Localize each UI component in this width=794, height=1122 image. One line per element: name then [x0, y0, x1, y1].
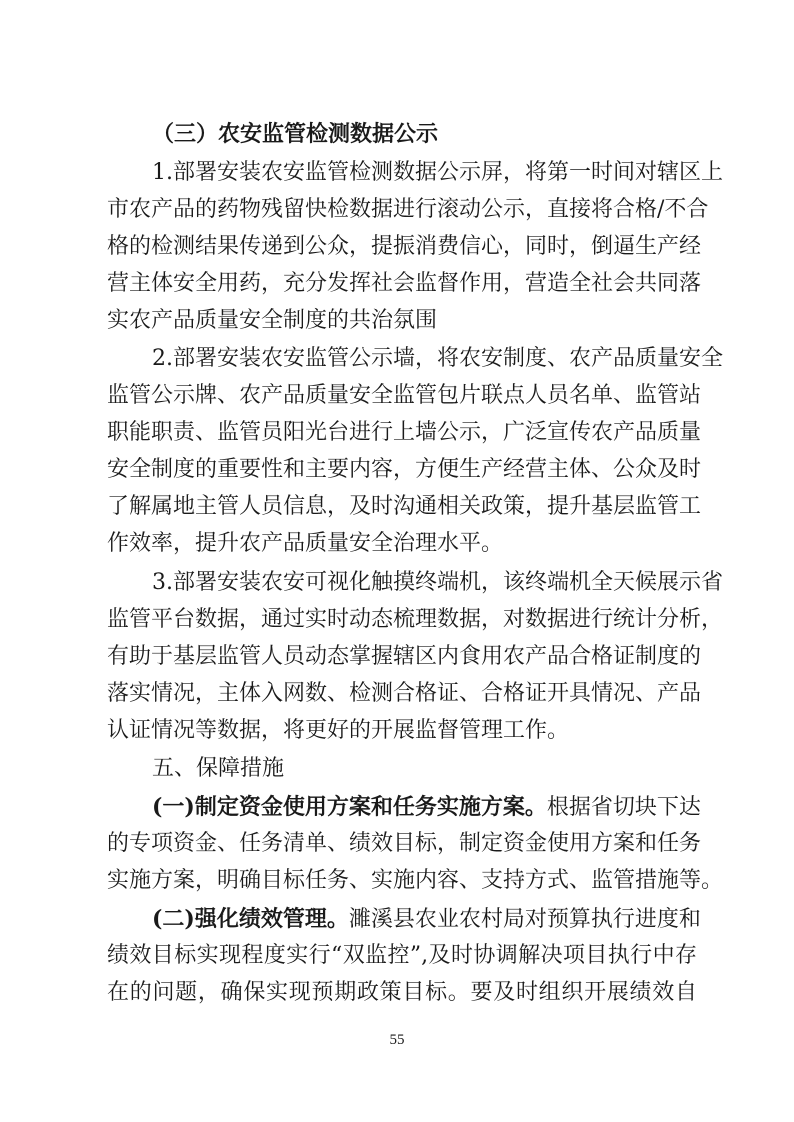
- section-heading-3: （三）农安监管检测数据公示: [152, 121, 439, 147]
- paragraph-line: 1.部署安装农安监管检测数据公示屏，将第一时间对辖区上: [152, 160, 723, 185]
- paragraph-line: 认证情况等数据，将更好的开展监督管理工作。: [107, 718, 570, 743]
- measure-item-2-title: (二)强化绩效管理。: [152, 906, 349, 932]
- paragraph-line: 监管平台数据，通过实时动态梳理数据，对数据进行统计分析，: [107, 607, 724, 632]
- paragraph-line: 了解属地主管人员信息，及时沟通相关政策，提升基层监管工: [107, 494, 702, 519]
- paragraph-line: 格的检测结果传递到公众，提振消费信心，同时，倒逼生产经: [107, 234, 702, 259]
- measure-item-1-title: (一)制定资金使用方案和任务实施方案。: [152, 794, 547, 820]
- paragraph-line: 作效率，提升农产品质量安全治理水平。: [107, 531, 504, 556]
- paragraph-line: 职能职责、监管员阳光台进行上墙公示，广泛宣传农产品质量: [107, 420, 702, 445]
- measure-item-1-first-line: [152, 790, 701, 824]
- measure-item-1-text: 根据省切块下达: [546, 795, 701, 820]
- paragraph-line: 在的问题，确保实现预期政策目标。要及时组织开展绩效自: [107, 980, 697, 1005]
- paragraph-line: 实农产品质量安全制度的共治氛围: [107, 308, 438, 333]
- paragraph-line: 实施方案，明确目标任务、实施内容、支持方式、监管措施等。: [107, 868, 724, 893]
- paragraph-line: 有助于基层监管人员动态掌握辖区内食用农产品合格证制度的: [107, 644, 702, 669]
- page-number: 55: [389, 1032, 405, 1048]
- paragraph-line: 营主体安全用药，充分发挥社会监督作用，营造全社会共同落: [107, 271, 702, 296]
- paragraph-line: 落实情况，主体入网数、检测合格证、合格证开具情况、产品: [107, 681, 702, 706]
- section-heading-5: 五、保障措施: [152, 756, 285, 781]
- paragraph-line: 的专项资金、任务清单、绩效目标，制定资金使用方案和任务: [107, 831, 702, 856]
- paragraph-line: 市农产品的药物残留快检数据进行滚动公示，直接将合格/不合: [107, 197, 709, 222]
- paragraph-line: 2.部署安装农安监管公示墙，将农安制度、农产品质量安全: [152, 346, 723, 371]
- measure-item-2-text: 濉溪县农业农村局对预算执行进度和: [348, 907, 701, 932]
- paragraph-line: 安全制度的重要性和主要内容，方便生产经营主体、公众及时: [107, 457, 702, 482]
- measure-item-2-first-line: [152, 902, 701, 936]
- paragraph-line: 监管公示牌、农产品质量安全监管包片联点人员名单、监管站: [107, 383, 702, 408]
- paragraph-line: 绩效目标实现程度实行“双监控”,及时协调解决项目执行中存: [107, 943, 697, 968]
- paragraph-line: 3.部署安装农安可视化触摸终端机，该终端机全天候展示省: [152, 570, 723, 595]
